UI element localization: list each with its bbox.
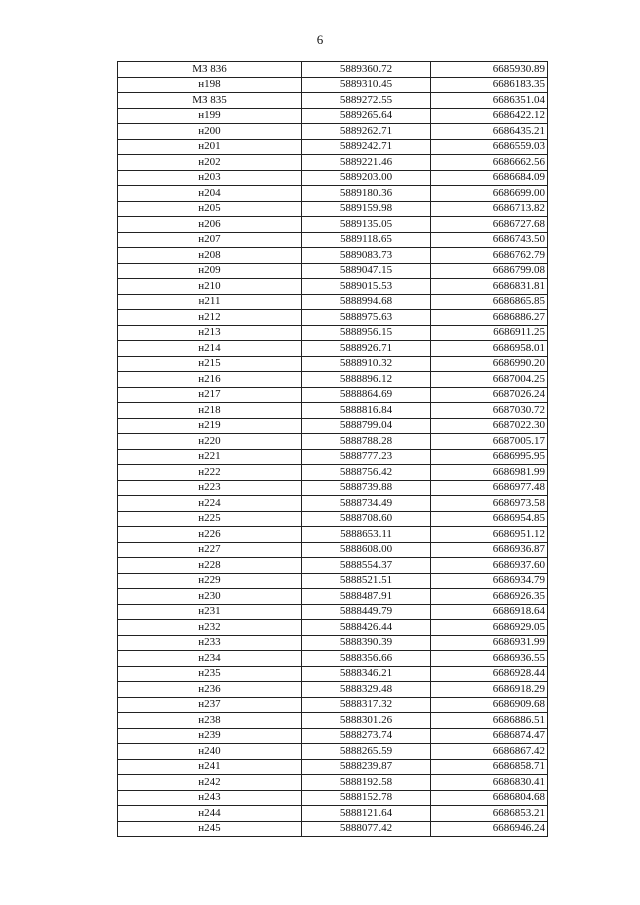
x-coordinate-cell: 5889262.71 — [302, 124, 431, 140]
table-row — [118, 775, 548, 791]
x-coordinate-cell: 5888077.42 — [302, 821, 431, 837]
y-coordinate-cell: 6686926.35 — [431, 589, 548, 605]
table-row — [118, 666, 548, 682]
table-row — [118, 294, 548, 310]
point-name-cell: н208 — [118, 248, 302, 264]
x-coordinate-cell: 5888356.66 — [302, 651, 431, 667]
y-coordinate-cell: 6686351.04 — [431, 93, 548, 109]
table-row — [118, 310, 548, 326]
x-coordinate-cell: 5888799.04 — [302, 418, 431, 434]
y-coordinate-cell: 6686929.05 — [431, 620, 548, 636]
point-name-cell: н210 — [118, 279, 302, 295]
point-name-cell: н232 — [118, 620, 302, 636]
x-coordinate-cell: 5888956.15 — [302, 325, 431, 341]
y-coordinate-cell: 6687004.25 — [431, 372, 548, 388]
table-row — [118, 806, 548, 822]
x-coordinate-cell: 5888239.87 — [302, 759, 431, 775]
table-row — [118, 480, 548, 496]
x-coordinate-cell: 5888739.88 — [302, 480, 431, 496]
y-coordinate-cell: 6687026.24 — [431, 387, 548, 403]
point-name-cell: н211 — [118, 294, 302, 310]
x-coordinate-cell: 5888273.74 — [302, 728, 431, 744]
coordinates-table-body — [118, 62, 548, 837]
table-row — [118, 589, 548, 605]
coordinates-table — [117, 61, 548, 837]
x-coordinate-cell: 5888317.32 — [302, 697, 431, 713]
point-name-cell: н215 — [118, 356, 302, 372]
x-coordinate-cell: 5889083.73 — [302, 248, 431, 264]
table-row — [118, 790, 548, 806]
x-coordinate-cell: 5888121.64 — [302, 806, 431, 822]
x-coordinate-cell: 5889159.98 — [302, 201, 431, 217]
table-row — [118, 682, 548, 698]
table-row — [118, 325, 548, 341]
y-coordinate-cell: 6686762.79 — [431, 248, 548, 264]
y-coordinate-cell: 6686699.00 — [431, 186, 548, 202]
x-coordinate-cell: 5888554.37 — [302, 558, 431, 574]
y-coordinate-cell: 6686995.95 — [431, 449, 548, 465]
x-coordinate-cell: 5888608.00 — [302, 542, 431, 558]
x-coordinate-cell: 5888152.78 — [302, 790, 431, 806]
x-coordinate-cell: 5888487.91 — [302, 589, 431, 605]
table-row — [118, 651, 548, 667]
y-coordinate-cell: 6686183.35 — [431, 77, 548, 93]
x-coordinate-cell: 5889221.46 — [302, 155, 431, 171]
point-name-cell: н213 — [118, 325, 302, 341]
table-row — [118, 155, 548, 171]
point-name-cell: н238 — [118, 713, 302, 729]
table-row — [118, 77, 548, 93]
point-name-cell: н229 — [118, 573, 302, 589]
y-coordinate-cell: 6686981.99 — [431, 465, 548, 481]
point-name-cell: н202 — [118, 155, 302, 171]
y-coordinate-cell: 6686727.68 — [431, 217, 548, 233]
table-row — [118, 62, 548, 78]
y-coordinate-cell: 6686911.25 — [431, 325, 548, 341]
y-coordinate-cell: 6687030.72 — [431, 403, 548, 419]
x-coordinate-cell: 5888346.21 — [302, 666, 431, 682]
y-coordinate-cell: 6686936.55 — [431, 651, 548, 667]
point-name-cell: н223 — [118, 480, 302, 496]
point-name-cell: н206 — [118, 217, 302, 233]
y-coordinate-cell: 6686990.20 — [431, 356, 548, 372]
y-coordinate-cell: 6686684.09 — [431, 170, 548, 186]
table-row — [118, 713, 548, 729]
point-name-cell: н205 — [118, 201, 302, 217]
x-coordinate-cell: 5889360.72 — [302, 62, 431, 78]
x-coordinate-cell: 5888708.60 — [302, 511, 431, 527]
y-coordinate-cell: 6686743.50 — [431, 232, 548, 248]
y-coordinate-cell: 6686804.68 — [431, 790, 548, 806]
x-coordinate-cell: 5888449.79 — [302, 604, 431, 620]
point-name-cell: н231 — [118, 604, 302, 620]
x-coordinate-cell: 5888192.58 — [302, 775, 431, 791]
y-coordinate-cell: 6686799.08 — [431, 263, 548, 279]
point-name-cell: МЗ 836 — [118, 62, 302, 78]
table-row — [118, 201, 548, 217]
x-coordinate-cell: 5888390.39 — [302, 635, 431, 651]
table-row — [118, 108, 548, 124]
y-coordinate-cell: 6686958.01 — [431, 341, 548, 357]
point-name-cell: н245 — [118, 821, 302, 837]
point-name-cell: н234 — [118, 651, 302, 667]
point-name-cell: н244 — [118, 806, 302, 822]
table-row — [118, 139, 548, 155]
point-name-cell: н240 — [118, 744, 302, 760]
point-name-cell: н201 — [118, 139, 302, 155]
y-coordinate-cell: 6686435.21 — [431, 124, 548, 140]
point-name-cell: н243 — [118, 790, 302, 806]
table-row — [118, 728, 548, 744]
y-coordinate-cell: 6686928.44 — [431, 666, 548, 682]
x-coordinate-cell: 5889180.36 — [302, 186, 431, 202]
x-coordinate-cell: 5888521.51 — [302, 573, 431, 589]
point-name-cell: н224 — [118, 496, 302, 512]
table-row — [118, 604, 548, 620]
y-coordinate-cell: 6686973.58 — [431, 496, 548, 512]
point-name-cell: н220 — [118, 434, 302, 450]
point-name-cell: н236 — [118, 682, 302, 698]
y-coordinate-cell: 6686422.12 — [431, 108, 548, 124]
x-coordinate-cell: 5889118.65 — [302, 232, 431, 248]
x-coordinate-cell: 5889135.05 — [302, 217, 431, 233]
y-coordinate-cell: 6685930.89 — [431, 62, 548, 78]
x-coordinate-cell: 5888734.49 — [302, 496, 431, 512]
x-coordinate-cell: 5888756.42 — [302, 465, 431, 481]
table-row — [118, 558, 548, 574]
point-name-cell: н199 — [118, 108, 302, 124]
x-coordinate-cell: 5888910.32 — [302, 356, 431, 372]
table-row — [118, 465, 548, 481]
y-coordinate-cell: 6686946.24 — [431, 821, 548, 837]
y-coordinate-cell: 6686936.87 — [431, 542, 548, 558]
x-coordinate-cell: 5889242.71 — [302, 139, 431, 155]
point-name-cell: н221 — [118, 449, 302, 465]
table-row — [118, 449, 548, 465]
table-row — [118, 573, 548, 589]
y-coordinate-cell: 6686931.99 — [431, 635, 548, 651]
x-coordinate-cell: 5888653.11 — [302, 527, 431, 543]
page-number: 6 — [316, 32, 324, 47]
point-name-cell: н235 — [118, 666, 302, 682]
point-name-cell: н200 — [118, 124, 302, 140]
table-row — [118, 186, 548, 202]
x-coordinate-cell: 5888301.26 — [302, 713, 431, 729]
point-name-cell: н204 — [118, 186, 302, 202]
y-coordinate-cell: 6686662.56 — [431, 155, 548, 171]
point-name-cell: н216 — [118, 372, 302, 388]
point-name-cell: н242 — [118, 775, 302, 791]
table-row — [118, 418, 548, 434]
table-row — [118, 620, 548, 636]
y-coordinate-cell: 6686886.27 — [431, 310, 548, 326]
table-row — [118, 744, 548, 760]
table-row — [118, 356, 548, 372]
x-coordinate-cell: 5888864.69 — [302, 387, 431, 403]
point-name-cell: н207 — [118, 232, 302, 248]
table-row — [118, 263, 548, 279]
y-coordinate-cell: 6686713.82 — [431, 201, 548, 217]
table-row — [118, 279, 548, 295]
x-coordinate-cell: 5889265.64 — [302, 108, 431, 124]
y-coordinate-cell: 6686918.64 — [431, 604, 548, 620]
point-name-cell: н241 — [118, 759, 302, 775]
point-name-cell: н198 — [118, 77, 302, 93]
y-coordinate-cell: 6686853.21 — [431, 806, 548, 822]
x-coordinate-cell: 5888994.68 — [302, 294, 431, 310]
table-row — [118, 217, 548, 233]
table-row — [118, 341, 548, 357]
table-row — [118, 124, 548, 140]
point-name-cell: н212 — [118, 310, 302, 326]
table-row — [118, 248, 548, 264]
table-row — [118, 403, 548, 419]
table-row — [118, 821, 548, 837]
x-coordinate-cell: 5889272.55 — [302, 93, 431, 109]
y-coordinate-cell: 6686977.48 — [431, 480, 548, 496]
table-row — [118, 372, 548, 388]
y-coordinate-cell: 6686559.03 — [431, 139, 548, 155]
y-coordinate-cell: 6686865.85 — [431, 294, 548, 310]
x-coordinate-cell: 5888426.44 — [302, 620, 431, 636]
table-row — [118, 635, 548, 651]
point-name-cell: н219 — [118, 418, 302, 434]
y-coordinate-cell: 6686934.79 — [431, 573, 548, 589]
table-row — [118, 93, 548, 109]
point-name-cell: МЗ 835 — [118, 93, 302, 109]
y-coordinate-cell: 6686951.12 — [431, 527, 548, 543]
x-coordinate-cell: 5888816.84 — [302, 403, 431, 419]
table-row — [118, 527, 548, 543]
y-coordinate-cell: 6686831.81 — [431, 279, 548, 295]
point-name-cell: н233 — [118, 635, 302, 651]
point-name-cell: н225 — [118, 511, 302, 527]
point-name-cell: н214 — [118, 341, 302, 357]
x-coordinate-cell: 5888788.28 — [302, 434, 431, 450]
y-coordinate-cell: 6687022.30 — [431, 418, 548, 434]
table-row — [118, 387, 548, 403]
point-name-cell: н239 — [118, 728, 302, 744]
y-coordinate-cell: 6686858.71 — [431, 759, 548, 775]
point-name-cell: н217 — [118, 387, 302, 403]
point-name-cell: н230 — [118, 589, 302, 605]
y-coordinate-cell: 6686954.85 — [431, 511, 548, 527]
x-coordinate-cell: 5888329.48 — [302, 682, 431, 698]
y-coordinate-cell: 6686909.68 — [431, 697, 548, 713]
table-row — [118, 759, 548, 775]
table-row — [118, 511, 548, 527]
point-name-cell: н209 — [118, 263, 302, 279]
y-coordinate-cell: 6686886.51 — [431, 713, 548, 729]
table-row — [118, 542, 548, 558]
y-coordinate-cell: 6686874.47 — [431, 728, 548, 744]
x-coordinate-cell: 5889047.15 — [302, 263, 431, 279]
x-coordinate-cell: 5889310.45 — [302, 77, 431, 93]
y-coordinate-cell: 6686937.60 — [431, 558, 548, 574]
table-row — [118, 697, 548, 713]
x-coordinate-cell: 5888777.23 — [302, 449, 431, 465]
table-row — [118, 232, 548, 248]
table-row — [118, 496, 548, 512]
y-coordinate-cell: 6686867.42 — [431, 744, 548, 760]
point-name-cell: н226 — [118, 527, 302, 543]
table-row — [118, 170, 548, 186]
x-coordinate-cell: 5888926.71 — [302, 341, 431, 357]
point-name-cell: н222 — [118, 465, 302, 481]
point-name-cell: н218 — [118, 403, 302, 419]
x-coordinate-cell: 5888896.12 — [302, 372, 431, 388]
point-name-cell: н203 — [118, 170, 302, 186]
x-coordinate-cell: 5888265.59 — [302, 744, 431, 760]
y-coordinate-cell: 6686918.29 — [431, 682, 548, 698]
table-row — [118, 434, 548, 450]
y-coordinate-cell: 6686830.41 — [431, 775, 548, 791]
y-coordinate-cell: 6687005.17 — [431, 434, 548, 450]
point-name-cell: н227 — [118, 542, 302, 558]
x-coordinate-cell: 5889015.53 — [302, 279, 431, 295]
point-name-cell: н228 — [118, 558, 302, 574]
x-coordinate-cell: 5888975.63 — [302, 310, 431, 326]
x-coordinate-cell: 5889203.00 — [302, 170, 431, 186]
point-name-cell: н237 — [118, 697, 302, 713]
